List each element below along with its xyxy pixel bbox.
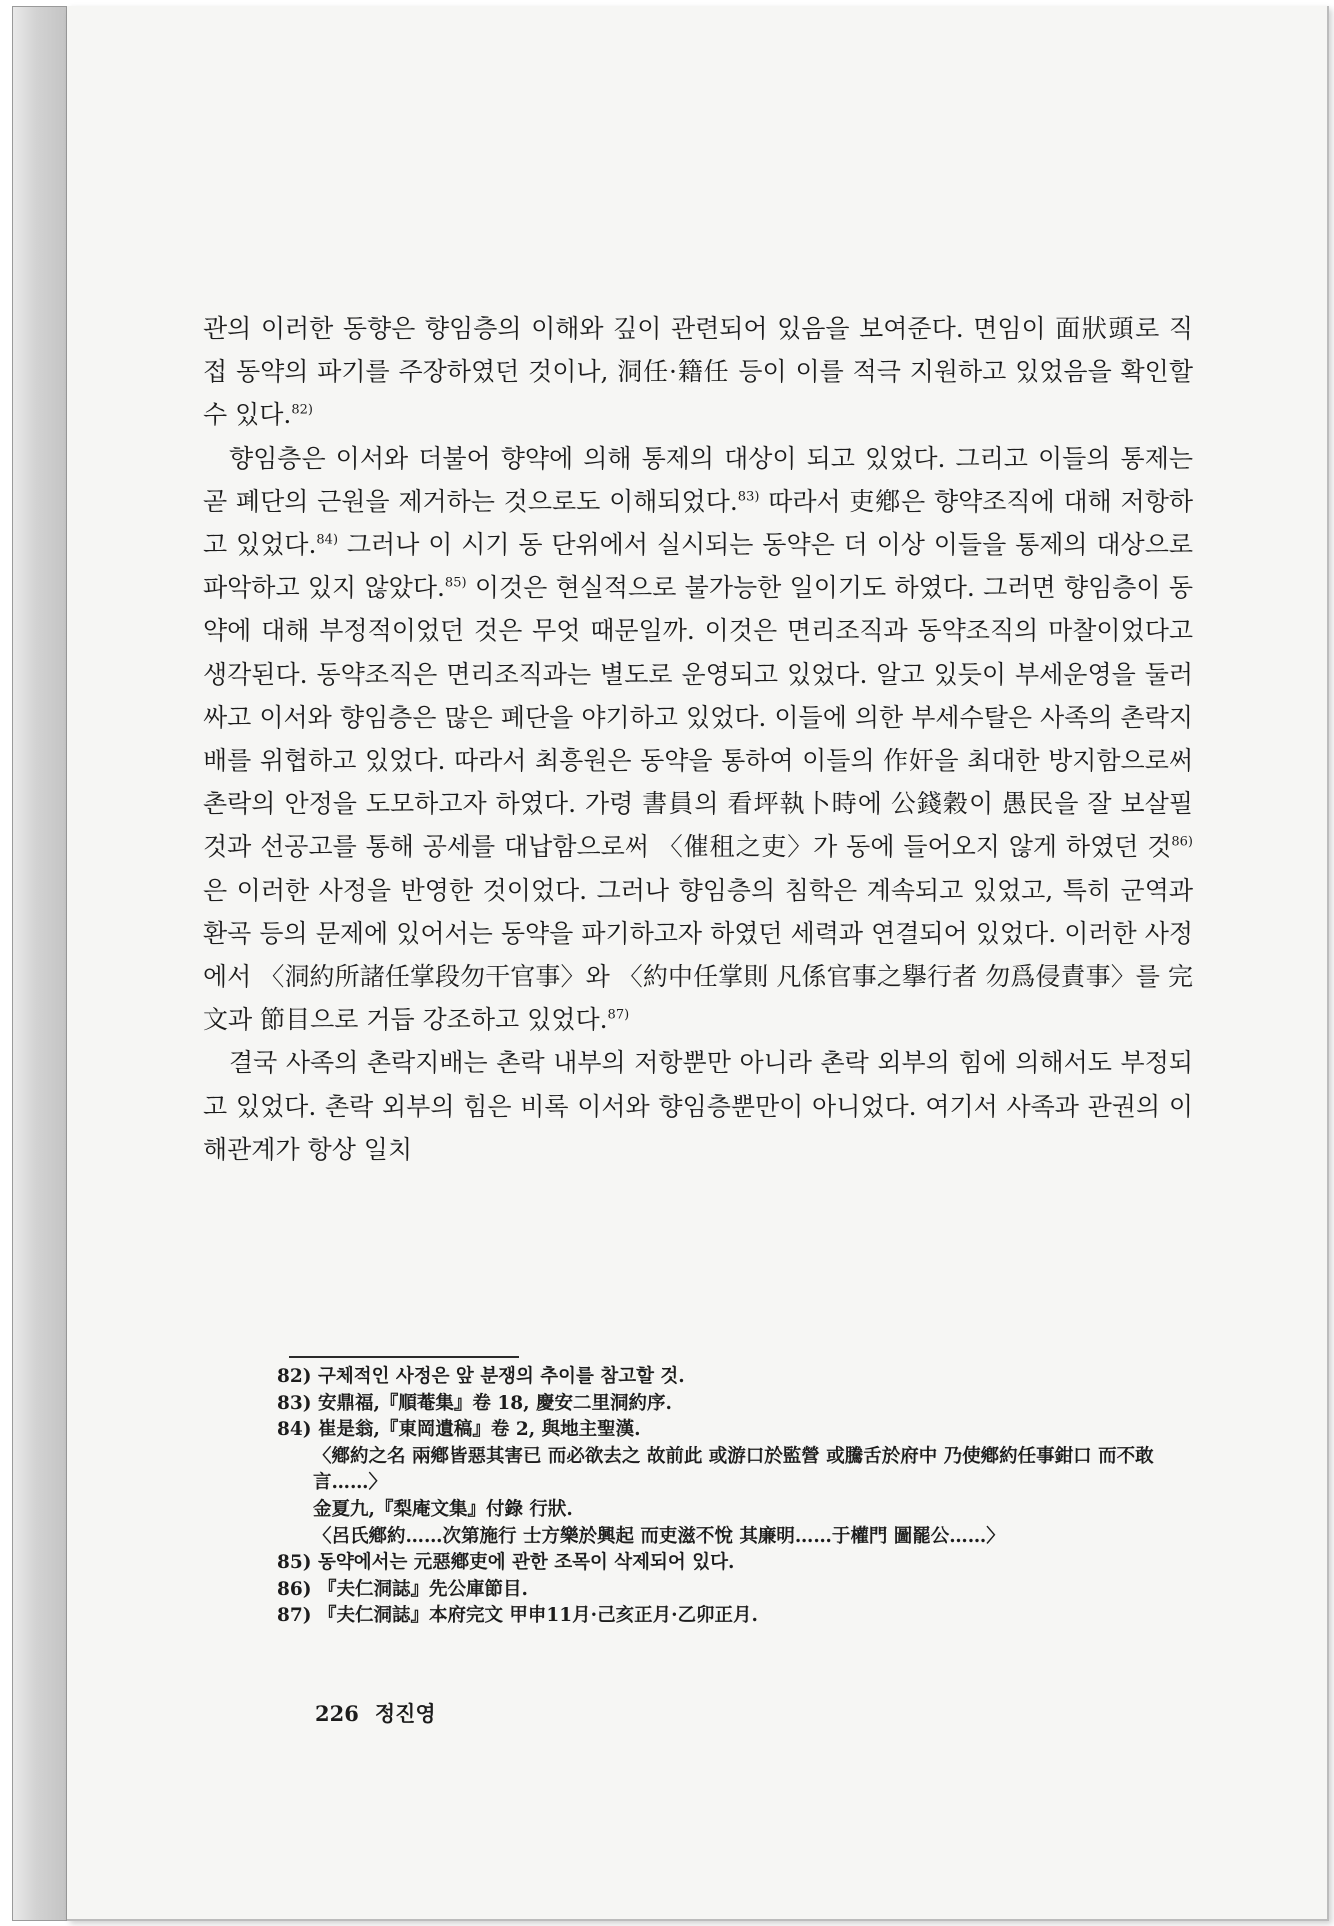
paragraph-2-sentence-4: 이것은 현실적으로 불가능한 일이기도 하였다. 그러면 향임층이 동약에 대해 부정적이었던 것은 무엇 때문일까. 이것은 면리조직과 동약조직의 마찰이었다고 생각된다. 동약조직은 면리조직과는 별도로 운영되고 있었다. 알고 있듯이 부세운영을 둘러싸고 이서와 향임층은 많은 폐단을 야기하고 있었다. 이들에 의한 부세수탈은 사족의 촌락지배를 위협하고 있었다. 따라서 최흥원은 동약을 통하여 이들의 作奸을 최대한 방지함으로써 촌락의 안정을 도모하고자 하였다. 가령 書員의 看坪執卜時에 公錢穀이 愚民을 잘 보살필 것과 선공고를 통해 공세를 대납함으로써 〈催租之吏〉가 동에 들어오지 않게 하였던 것: [203, 573, 1193, 862]
book-spine: [12, 6, 67, 1921]
footnote-number: 83): [277, 1392, 312, 1414]
footnote-text: 동약에서는 元惡鄕吏에 관한 조목이 삭제되어 있다.: [317, 1552, 735, 1574]
paragraph-1: [203, 307, 1193, 437]
footnote-number: 82): [277, 1366, 312, 1387]
footnote-84-quote-2: 〈呂氏鄕約……次第施行 士方樂於興起 而吏滋不悅 其廉明……于權門 圖罷公……〉: [313, 1525, 1005, 1547]
paragraph-2: [203, 437, 1193, 1042]
footnote-text: 『夫仁洞誌』本府完文 甲申11月·己亥正月·乙卯正月.: [317, 1605, 758, 1627]
footnote-ref-84: 84): [316, 532, 339, 548]
footnote-divider: [289, 1356, 519, 1358]
paragraph-3: [203, 1041, 1193, 1171]
footnote-ref-85: 85): [444, 575, 467, 591]
footnote-number: 87): [277, 1605, 312, 1627]
footnote-84-source-2: 金夏九,『梨庵文集』付錄 行狀.: [313, 1498, 573, 1520]
paragraph-2-sentence-2: 따라서 吏鄕은 향약조직에 대해 저항하고 있었다.: [203, 486, 1193, 560]
footnote-number: 84): [277, 1419, 312, 1441]
footnote-number: 86): [277, 1578, 312, 1600]
paragraph-3-text: 결국 사족의 촌락지배는 촌락 내부의 저항뿐만 아니라 촌락 외부의 힘에 의해서도 부정되고 있었다. 촌락 외부의 힘은 비록 이서와 향임층뿐만이 아니었다. 여기서 사족과 관권의 이해관계가 항상 일치: [203, 1048, 1193, 1164]
footnote-ref-83: 83): [737, 489, 760, 505]
footnote-ref-82: 82): [291, 403, 313, 419]
footnote-number: 85): [277, 1552, 312, 1574]
footnote-84-quote-1: 〈鄕約之名 兩鄕皆惡其害已 而必欲去之 故前此 或游口於監營 或騰舌於府中 乃使鄕約任事鉗口 而不敢言……〉: [313, 1445, 1154, 1494]
footnote-82: [203, 1364, 1193, 1391]
footnote-86: [203, 1577, 1193, 1604]
footnotes: [203, 1356, 1193, 1630]
paragraph-2-sentence-1: 향임층은 이서와 더불어 향약에 의해 통제의 대상이 되고 있었다. 그리고 이들의 통제는 곧 폐단의 근원을 제거하는 것으로도 이해되었다.: [203, 443, 1193, 516]
footnote-text: 『夫仁洞誌』先公庫節目.: [317, 1578, 528, 1600]
paragraph-2-sentence-5: 은 이러한 사정을 반영한 것이었다. 그러나 향임층의 침학은 계속되고 있었고, 특히 군역과 환곡 등의 문제에 있어서는 동약을 파기하고자 하였던 세력과 연결되어 있었다. 이러한 사정에서 〈洞約所諸任掌段勿干官事〉와 〈約中任掌則 凡係官事之擧行者 勿爲侵責事〉를 完文과 節目으로 거듭 강조하고 있었다.: [203, 875, 1193, 1035]
footnote-87: [203, 1603, 1193, 1630]
page-footer: [315, 1698, 436, 1728]
running-author: 정진영: [374, 1701, 436, 1726]
body-text: [203, 307, 1193, 1171]
page-number: 226: [315, 1701, 359, 1726]
paragraph-1-text: 관의 이러한 동향은 향임층의 이해와 깊이 관련되어 있음을 보여준다. 면임이 面狀頭로 직접 동약의 파기를 주장하였던 것이나, 洞任·籍任 등이 이를 적극 지원하고 있었음을 확인할 수 있다.: [203, 314, 1193, 430]
footnote-text: 구체적인 사정은 앞 분쟁의 추이를 참고할 것.: [317, 1366, 685, 1387]
footnote-84: [203, 1417, 1193, 1444]
footnote-text: 崔是翁,『東岡遺稿』卷 2, 與地主聖漢.: [317, 1419, 641, 1441]
footnote-ref-87: 87): [607, 1007, 630, 1023]
footnote-text: 安鼎福,『順菴集』卷 18, 慶安二里洞約序.: [317, 1392, 672, 1414]
footnote-85: [203, 1550, 1193, 1577]
footnote-ref-86: 86): [1171, 835, 1193, 851]
footnote-83: [203, 1391, 1193, 1418]
paragraph-2-sentence-3: 그러나 이 시기 동 단위에서 실시되는 동약은 더 이상 이들을 통제의 대상으로 파악하고 있지 않았다.: [203, 530, 1193, 603]
